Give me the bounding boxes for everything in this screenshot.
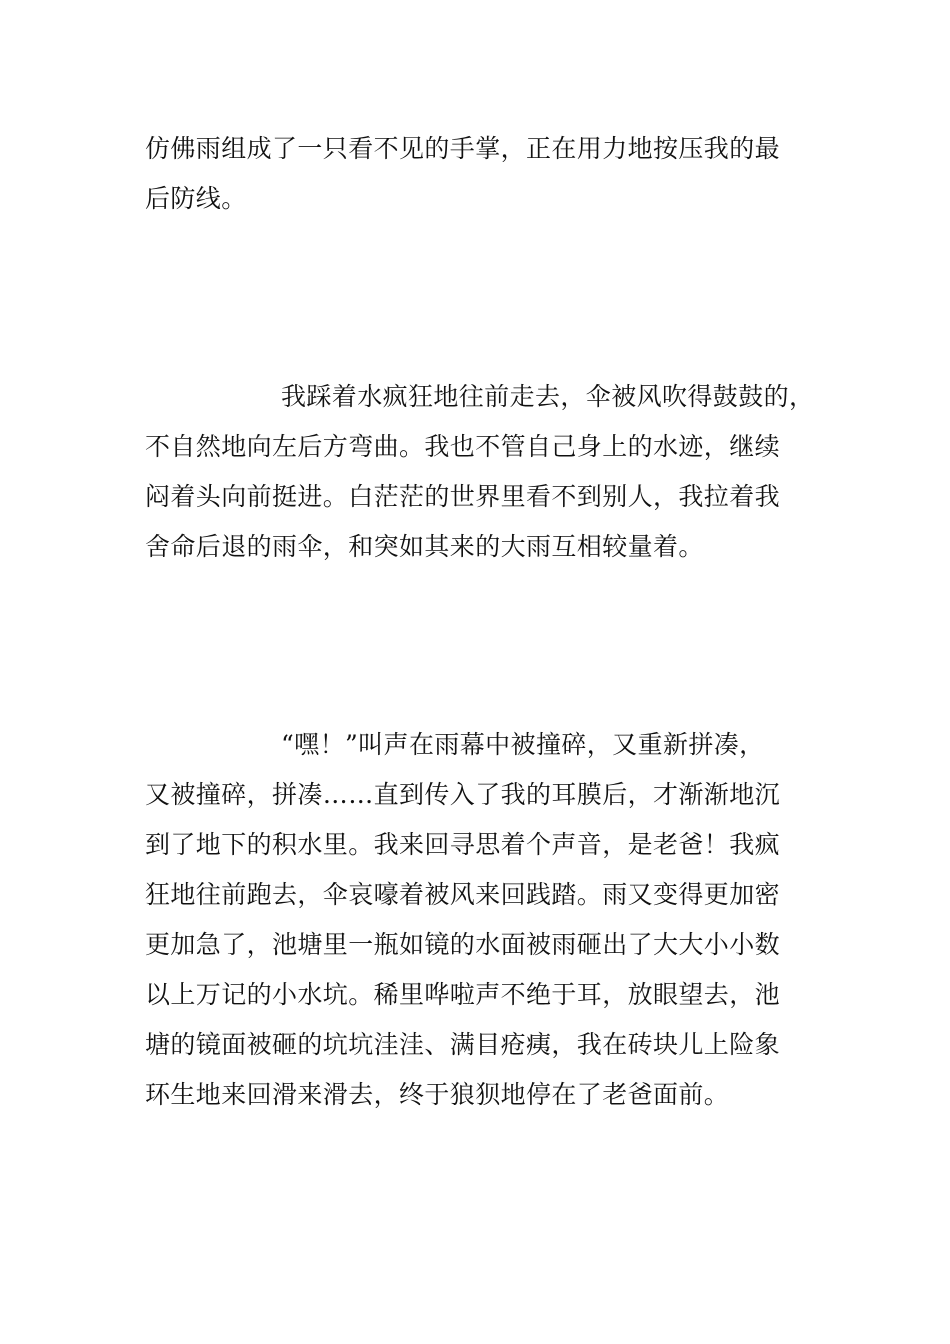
paragraph-3-line-5: 更加急了，池塘里一瓶如镜的水面被雨砸出了大大小小数 bbox=[145, 930, 781, 959]
paragraph-3-line-8: 环生地来回滑来滑去，终于狼狈地停在了老爸面前。 bbox=[145, 1080, 730, 1109]
paragraph-2-line-1: 我踩着水疯狂地往前走去，伞被风吹得鼓鼓的， bbox=[281, 382, 815, 411]
paragraph-2-line-3: 闷着头向前挺进。白茫茫的世界里看不到别人，我拉着我 bbox=[145, 482, 781, 511]
paragraph-3-line-7: 塘的镜面被砸的坑坑洼洼、满目疮痍，我在砖块儿上险象 bbox=[145, 1030, 781, 1059]
paragraph-1-line-1: 仿佛雨组成了一只看不见的手掌，正在用力地按压我的最 bbox=[145, 134, 781, 163]
paragraph-3-line-6: 以上万记的小水坑。稀里哗啦声不绝于耳，放眼望去，池 bbox=[145, 980, 781, 1009]
paragraph-3-line-1: “嘿！”叫声在雨幕中被撞碎，又重新拼凑， bbox=[281, 730, 765, 759]
paragraph-2-line-4: 舍命后退的雨伞，和突如其来的大雨互相较量着。 bbox=[145, 532, 704, 561]
paragraph-2-line-2: 不自然地向左后方弯曲。我也不管自己身上的水迹，继续 bbox=[145, 432, 781, 461]
paragraph-3-line-3: 到了地下的积水里。我来回寻思着个声音，是老爸！我疯 bbox=[145, 830, 781, 859]
paragraph-1-line-2: 后防线。 bbox=[145, 184, 247, 213]
paragraph-3-line-4: 狂地往前跑去，伞哀嚎着被风来回践踏。雨又变得更加密 bbox=[145, 880, 781, 909]
paragraph-3-line-2: 又被撞碎，拼凑……直到传入了我的耳膜后，才渐渐地沉 bbox=[145, 780, 781, 809]
